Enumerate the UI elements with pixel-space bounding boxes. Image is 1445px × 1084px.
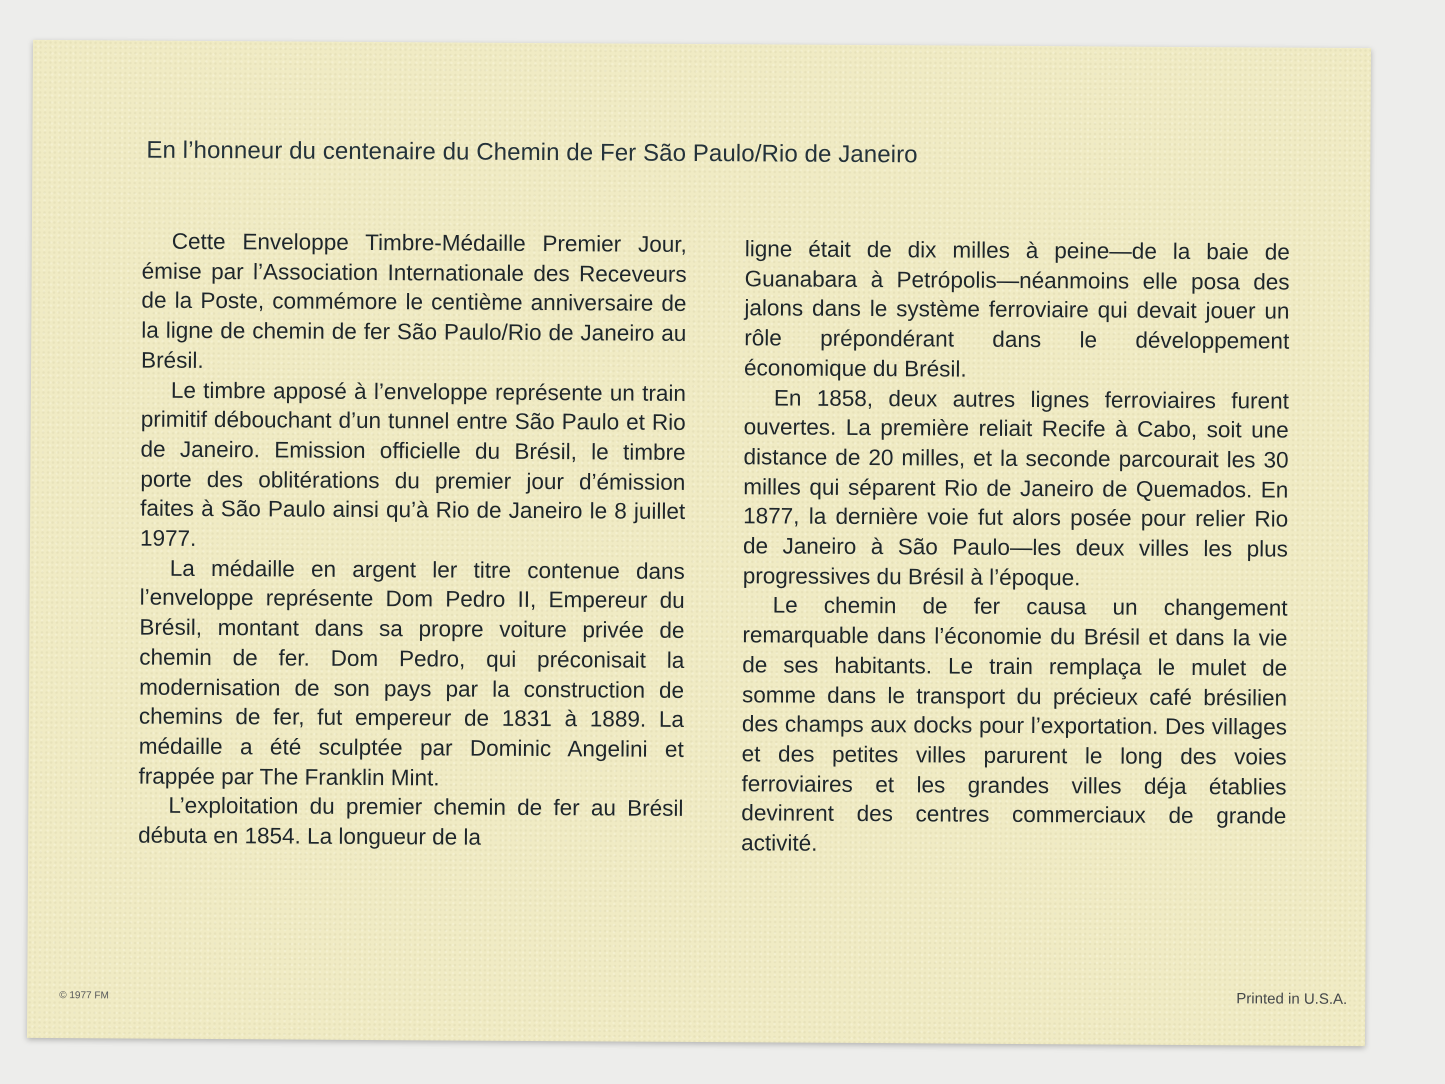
paragraph: En 1858, deux autres lignes ferroviaires furent ouvertes. La première reliait Recife à Cabo, soit une distance de 20 milles, et la seconde parcourait les 30 milles qui séparent Rio de Janeiro de Quemados. En 1877, la dernière voie fut alors posée pour relier Rio de Janeiro à São Paulo—les deux villes les plus progressives du Brésil à l’époque. (742, 384, 1289, 591)
paragraph: L’exploitation du premier chemin de fer au Brésil débuta en 1854. La longueur de la (138, 793, 684, 850)
paragraph: ligne était de dix milles à peine—de la baie de Guanabara à Petrópolis—néanmoins elle posa des jalons dans le système ferroviaire qui devait jouer un rôle prépondérant dans le développement économique du Brésil. (743, 236, 1290, 382)
paragraph: Le timbre apposé à l’enveloppe représente un train primitif débouchant d’un tunnel entre São Paulo et Rio de Janeiro. Emission officielle du Brésil, le timbre porte des oblitérations du premier jour d’émission faites à São Paulo ainsi qu’à Rio de Janeiro le 8 juillet 1977. (139, 377, 686, 551)
paragraph: Le chemin de fer causa un changement remarquable dans l’économie du Brésil et dans la vie de ses habitants. Le train remplaça le mulet de somme dans le transport du précieux café brésilien des champs aux docks pour l’exportation. Des villages et des petites villes parurent le long des voies ferroviaires et les grandes villes déja établies devinrent des centres commerciaux de grande activité. (741, 592, 1288, 856)
card-title: En l’honneur du centenaire du Chemin de Fer São Paulo/Rio de Janeiro (146, 136, 918, 169)
copyright-notice: © 1977 FM (59, 990, 109, 1002)
right-text-column (741, 234, 1290, 861)
paragraph: La médaille en argent ler titre contenue dans l’enveloppe représente Dom Pedro II, Empereur du Brésil, montant dans sa propre voiture privée de chemin de fer. Dom Pedro, qui préconisait la modernisation de son pays par la construction de chemins de fer, fut empereur de 1831 à 1889. La médaille a été sculptée par Dominic Angelini et frappée par The Franklin Mint. (138, 555, 685, 791)
info-card (27, 40, 1371, 1046)
printed-in-label: Printed in U.S.A. (1236, 990, 1348, 1008)
paragraph: Cette Enveloppe Timbre-Médaille Premier Jour, émise par l’Association Internationale des Receveurs de la Poste, commémore le centième anniversaire de la ligne de chemin de fer São Paulo/Rio de Janeiro au Brésil. (141, 228, 687, 373)
left-text-column (138, 227, 687, 854)
